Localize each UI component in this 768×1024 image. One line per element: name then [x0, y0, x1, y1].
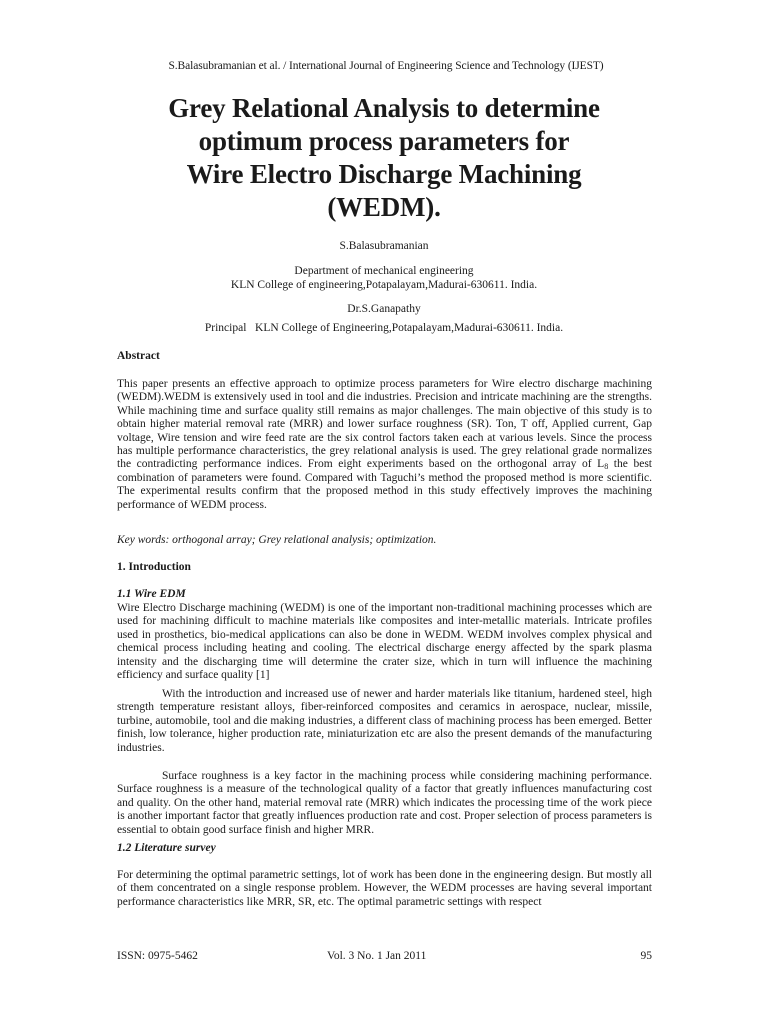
running-header: S.Balasubramanian et al. / International Journal of Engineering Science and Technology (IJEST) [168, 60, 604, 72]
paragraph: For determining the optimal parametric settings, lot of work has been done in the engineering design. But mostly all of them concentrated on a single response problem. However, the WEDM processes are having several important performance characteristics like MRR, SR, etc. The optimal parametric settings with respect [117, 869, 652, 908]
page-number: 95 [640, 950, 652, 962]
keywords: Key words: orthogonal array; Grey relational analysis; optimization. [117, 534, 437, 546]
subscript: 8 [604, 462, 609, 472]
subsection-heading: 1.2 Literature survey [117, 842, 216, 854]
paragraph: With the introduction and increased use of newer and harder materials like titanium, hardened steel, high strength temperature resistant alloys, fiber-reinforced composites and ceramics in aerospace, nuclear, missile, turbine, automobile, tool and die making industries, a different class of machining process has been emerged. Better finish, low tolerance, higher production rate, miniaturization etc are also the present demands of the manufacturing industries. [117, 688, 652, 754]
paragraph: Surface roughness is a key factor in the machining process while considering machining performance. Surface roughness is a measure of the technological quality of a factor that greatly influences manufacturing cost and quality. On the other hand, material removal rate (MRR) which indicates the processing time of the work piece is another important factor that greatly influences production rate and cost. Proper selection of process parameters is essential to obtain good surface finish and higher MRR. [117, 770, 652, 836]
section-heading: 1. Introduction [117, 561, 191, 573]
title-line: Wire Electro Discharge Machining [186, 159, 582, 189]
affiliation-department: Department of mechanical engineering [294, 265, 474, 277]
page-footer [117, 950, 652, 964]
coauthor-affiliation: Principal KLN College of Engineering,Potapalayam,Madurai-630611. India. [204, 322, 564, 334]
coauthor-name: Dr.S.Ganapathy [347, 303, 421, 315]
footer-volume: Vol. 3 No. 1 Jan 2011 [327, 950, 427, 962]
abstract-heading: Abstract [117, 350, 160, 362]
author-affiliation [100, 264, 668, 292]
title-line: Grey Relational Analysis to determine [168, 93, 600, 123]
author-name: S.Balasubramanian [339, 240, 429, 252]
title-line: optimum process parameters for [198, 126, 570, 156]
footer-issn: ISSN: 0975-5462 [117, 950, 198, 962]
abstract-text-part: This paper presents an effective approach to optimize process parameters for Wire electro discharge machining (WEDM).WEDM is extensively used in tool and die industries. Precision and intricate machining are the strengths. While machining time and surface quality still remains as major challenges. The main objective of this study is to obtain higher material removal rate (MRR) and lower surface roughness (SR). Ton, T off, Applied current, Gap voltage, Wire tension and wire feed rate are the six control factors taken each at various levels. Since the process has multiple performance characteristics, the grey relational analysis is used. The grey relational grade normalizes the contradicting performance indices. From eight experiments based on the orthogonal array of L [117, 378, 652, 471]
title-line: (WEDM). [327, 192, 441, 222]
subsection-heading: 1.1 Wire EDM [117, 588, 186, 600]
paper-title [100, 92, 668, 224]
paragraph: Wire Electro Discharge machining (WEDM) is one of the important non-traditional machining processes which are used for machining difficult to machine materials like composites and inter-metallic materials. Intricate profiles used in prosthetics, bio-medical applications can also be done in WEDM. WEDM involves complex physical and chemical process including heating and cooling. The electrical discharge energy affected by the spark plasma intensity and the discharging time will determine the crater size, which in turn will influence the machining efficiency and surface quality [1] [117, 602, 652, 682]
affiliation-college: KLN College of engineering,Potapalayam,Madurai-630611. India. [230, 279, 538, 291]
abstract-text-part: the best combination of parameters were found. Compared with Taguchi’s method the proposed method is more scientific. The experimental results confirm that the proposed method in this study effectively improves the machining performance of WEDM process. [117, 458, 652, 511]
abstract-text [117, 378, 652, 512]
